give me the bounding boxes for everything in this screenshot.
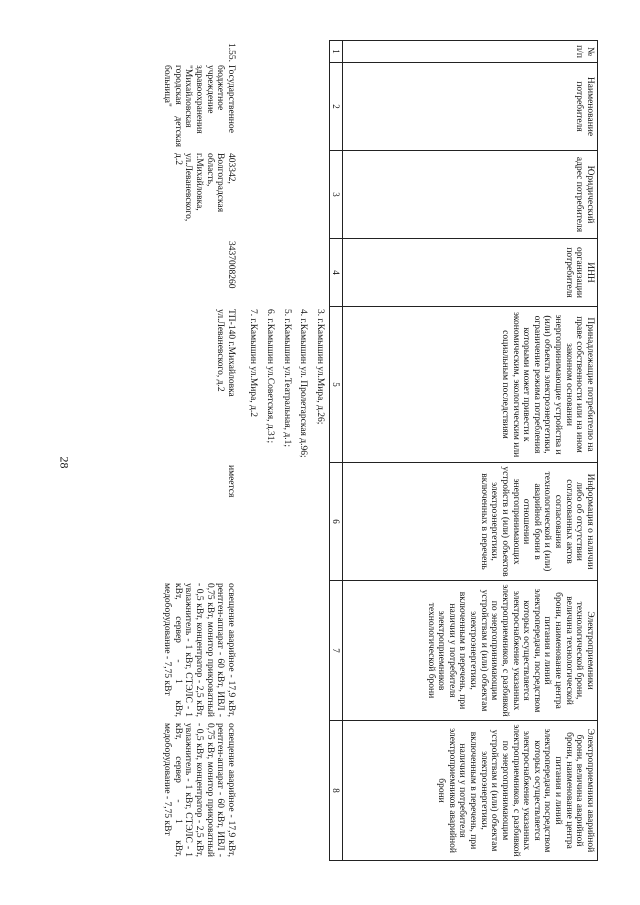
address-item: 3. г.Камышин ул.Мира, д.26; [314,309,325,425]
col-number: 2 [329,63,342,151]
header-cell-num: № п/п [343,41,598,63]
col-number: 3 [329,151,342,239]
header-cell-objects: Принадлежащие потребителю на праве собственности или на ином законном основании энергопринимающие устройства и (или) объекты электроэнергетики, ограничение режима потребления которыми может привести к экономическим, экологическим или социальным последствиям [343,307,598,463]
table-row [161,40,241,860]
col-number: 6 [329,463,342,581]
header-cell-inn: ИНН организации потребителя [343,239,598,307]
col-number: 4 [329,239,342,307]
entry-block [161,40,241,860]
continuation-block [242,40,329,860]
address-item: 6. г.Камышин ул.Советская, д.31; [265,309,276,444]
table-header-row [343,41,598,861]
header-cell-address: Юридический адрес потребителя [343,151,598,239]
address-item: 7. г.Камышин ул.Мира, д.2 [248,309,259,418]
entry-number: 1.55. [225,43,236,62]
header-cell-acts: Информация о наличии либо об отсутствии согласованных актов согласования технологической и (или) аварийной брони в отношении энергопринимающих устройств и (или) объектов электроэнергетики, включенных в перечень [343,463,598,581]
col-number: 8 [329,721,342,861]
header-table [329,40,598,861]
page-number: 28 [57,456,72,469]
entry-acts: имеется [225,465,236,498]
col-number: 1 [329,41,342,63]
continuation-row [242,40,329,860]
entry-legal-address: 403342, Волгоградская область, г.Михайловка, ул.Леваневского, д.2 [172,153,236,222]
rotated-table-page [38,40,598,860]
header-cell-emergency-reserve: Электроприемники аварийной брони, величина аварийной брони, наименование центра питания и линий электропередачи, посредством которых осуществляется электроснабжение указанных электроприемников, с разбивкой по энергопринимающим устройствам и (или) объектам электроэнергетики, включенным в перечень, при наличии у потребителя электроприемников аварийной брони [343,721,598,861]
column-number-row [329,41,342,861]
entry-emergency-reserve: освещение аварийное - 17,9 кВт, рентген-аппарат - 60 кВт, ИВЛ - 0,75 кВт, монитор прикроватный - 0,5 кВт, концентратор - 2,5 кВт, увлажнитель - 1 кВт, СТЭЛС - 1 кВт, сервер - 1 кВт, медоборудование - 7,75 кВт [162,723,236,857]
col-number: 7 [329,581,342,721]
continuation-addresses [242,306,329,462]
address-item: 4. г.Камышин ул. Пролетарская д.96; [298,309,309,458]
entry-tech-reserve: освещение аварийное - 17,9 кВт, рентген-аппарат - 60 кВт, ИВЛ - 0,75 кВт, монитор прикроватный - 0,5 кВт, концентратор - 2,5 кВт, увлажнитель - 1 кВт, СТЭЛС - 1 кВт, сервер - 1 кВт, медоборудование - 7,75 кВт [162,583,236,717]
col-number: 5 [329,307,342,463]
entry-consumer-name: Государственное бюджетное учреждение здравоохранения "Михайловская городская детская больница" [162,65,236,147]
entry-inn: 3437008260 [225,241,236,289]
header-cell-tech-reserve: Электроприемники технологической брони, величина технологической брони, наименование центра питания и линий электропередачи, посредством которых осуществляется электроснабжение указанных электроприемников, с разбивкой по энергопринимающим устройствам и (или) объектам электроэнергетики, включенным в перечень, при наличии у потребителя электроприемников технологической брони [343,581,598,721]
address-item: 5. г.Камышин ул.Театральная, д.1; [281,309,292,447]
entry-objects: ТП-140 г.Михайловка ул.Леваневского, д.2 [215,309,236,397]
header-cell-name: Наименование потребителя [343,63,598,151]
